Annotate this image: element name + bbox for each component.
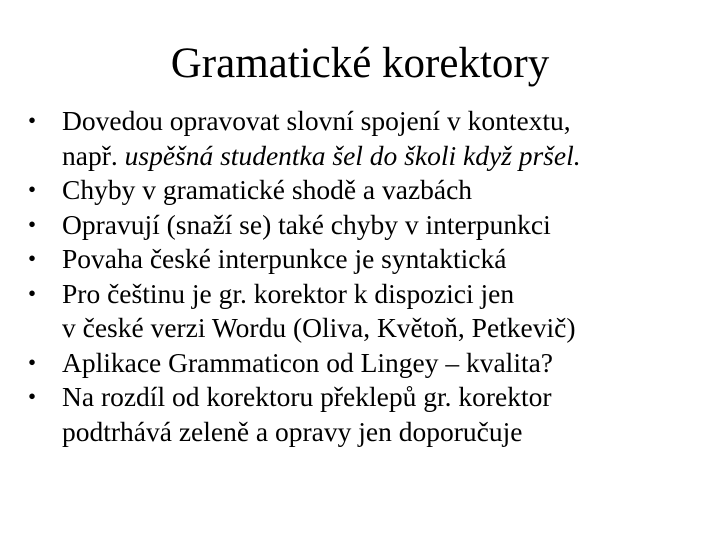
bullet-item (28, 242, 708, 277)
bullet-text-line: Povaha české interpunkce je syntaktická (62, 243, 507, 274)
bullet-text-line: Pro češtinu je gr. korektor k dispozici jen (62, 277, 515, 309)
bullet-text-line: Na rozdíl od korektoru překlepů gr. korektor (62, 381, 552, 412)
bullet-text-line: podtrhává zeleně a opravy jen doporučuje (62, 415, 523, 447)
bullet-item (28, 277, 708, 346)
bullet-list (28, 104, 708, 449)
bullet-text-line: Aplikace Grammaticon od Lingey – kvalita? (62, 346, 554, 378)
bullet-text-line: v české verzi Wordu (Oliva, Květoň, Petkevič) (62, 312, 576, 343)
bullet-item (28, 346, 708, 381)
bullet-icon: • (28, 280, 37, 306)
bullet-item (28, 208, 708, 243)
example-prefix: např. (62, 139, 125, 171)
bullet-item (28, 380, 708, 449)
bullet-text-line: Chyby v gramatické shodě a vazbách (62, 174, 473, 205)
bullet-icon: • (28, 349, 37, 375)
bullet-icon: • (28, 108, 37, 133)
example-sentence: uspěšná studentka šel do školi když pršel. (124, 139, 581, 171)
bullet-item (28, 104, 708, 173)
bullet-icon: • (28, 384, 37, 409)
bullet-text-line: Dovedou opravovat slovní spojení v kontextu, (62, 105, 571, 136)
slide-title: Gramatické korektory (170, 40, 550, 87)
bullet-icon: • (28, 177, 37, 202)
bullet-text-line: Opravují (snaží se) také chyby v interpunkci (62, 208, 551, 240)
bullet-icon: • (28, 246, 37, 271)
bullet-text-line (62, 139, 708, 174)
bullet-item (28, 173, 708, 208)
bullet-icon: • (28, 211, 37, 237)
